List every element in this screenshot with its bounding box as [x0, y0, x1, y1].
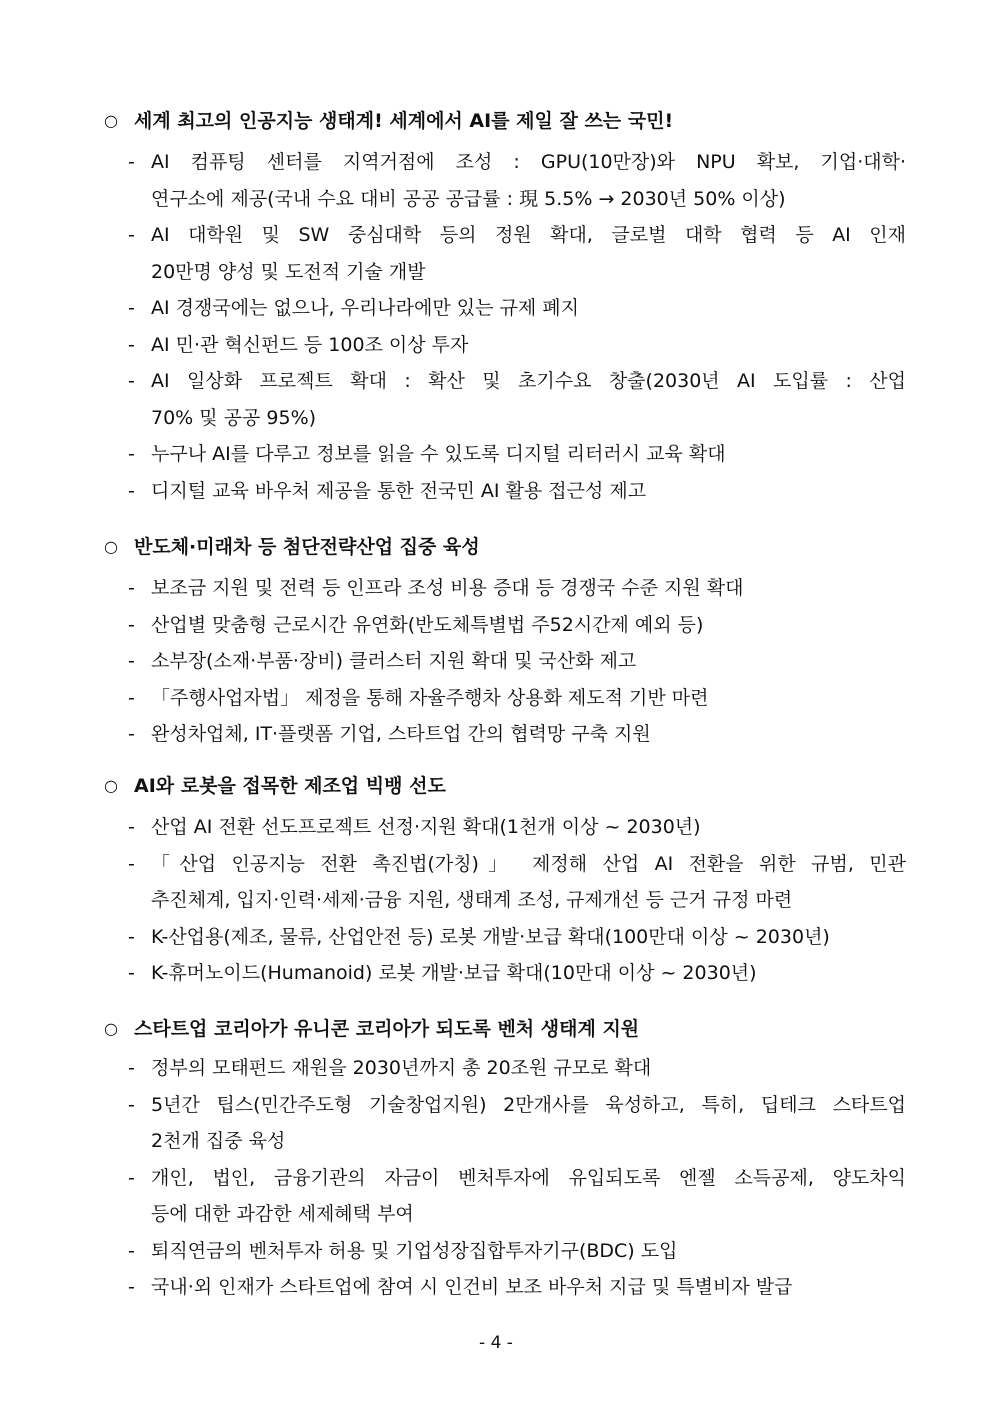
dash-bullet: -	[128, 333, 135, 356]
list-item	[0, 217, 992, 290]
text-line: AI 대학원 및 SW 중심대학 등의 정원 확대, 글로벌 대학 협력 등 AI 인재	[151, 224, 906, 246]
section-title: 반도체·미래차 등 첨단전략산업 집중 육성	[134, 536, 480, 558]
list-item-text: 정부의 모태펀드 재원을 2030년까지 총 20조원 규모로 확대	[151, 1057, 652, 1079]
list-item	[0, 436, 992, 473]
dash-bullet: -	[128, 479, 135, 502]
list-item	[0, 955, 992, 992]
section-venture-ecosystem	[0, 1014, 992, 1306]
text-line: 70% 및 공공 95%)	[151, 406, 317, 429]
circle-bullet-icon: ○	[104, 537, 118, 556]
section-title: 스타트업 코리아가 유니콘 코리아가 되도록 벤처 생태계 지원	[134, 1018, 640, 1040]
list-item	[0, 809, 992, 846]
dash-bullet: -	[128, 224, 135, 246]
list-item-text	[151, 1160, 906, 1233]
list-item	[0, 846, 992, 919]
list-item-text: 산업별 맞춤형 근로시간 유연화(반도체특별법 주52시간제 예외 등)	[151, 613, 704, 636]
list-item-text: 소부장(소재·부품·장비) 클러스터 지원 확대 및 국산화 제고	[151, 650, 637, 672]
dash-bullet: -	[128, 1166, 135, 1189]
list-item-text	[151, 144, 906, 217]
dash-bullet: -	[128, 723, 135, 745]
section-heading	[0, 1014, 992, 1044]
list-item-text: 디지털 교육 바우처 제공을 통한 전국민 AI 활용 접근성 제고	[151, 479, 647, 502]
section-title: AI와 로봇을 접목한 제조업 빅뱅 선도	[134, 775, 446, 797]
dash-bullet: -	[128, 297, 135, 319]
text-line: 추진체계, 입지·인력·세제·금융 지원, 생태계 조성, 규제개선 등 근거 규정 마련	[151, 889, 793, 911]
text-line: 5년간 팁스(민간주도형 기술창업지원) 2만개사를 육성하고, 특히, 딥테크 스타트업	[151, 1093, 906, 1116]
section-title: 세계 최고의 인공지능 생태계! 세계에서 AI를 제일 잘 쓰는 국민!	[134, 110, 674, 132]
text-line: 연구소에 제공(국내 수요 대비 공공 공급률 : 現 5.5% → 2030년 50% 이상)	[151, 187, 786, 210]
dash-bullet: -	[128, 816, 135, 838]
text-line: AI 일상화 프로젝트 확대 : 확산 및 초기수요 창출(2030년 AI 도입률 : 산업	[151, 370, 906, 392]
dash-bullet: -	[128, 925, 135, 948]
list-item	[0, 473, 992, 510]
text-line: 2천개 집중 육성	[151, 1130, 286, 1152]
list-item-text	[151, 846, 906, 919]
list-item-text: 누구나 AI를 다루고 정보를 읽을 수 있도록 디지털 리터러시 교육 확대	[151, 443, 726, 465]
list-item	[0, 1087, 992, 1160]
list-item	[0, 363, 992, 436]
dash-bullet: -	[128, 151, 135, 173]
dash-bullet: -	[128, 1057, 135, 1079]
list-item	[0, 1269, 992, 1306]
list-item-text	[151, 363, 906, 436]
list-item	[0, 716, 992, 753]
text-line: AI 컴퓨팅 센터를 지역거점에 조성 : GPU(10만장)와 NPU 확보, 기업·대학·	[151, 151, 906, 173]
list-item-text: 퇴직연금의 벤처투자 허용 및 기업성장집합투자기구(BDC) 도입	[151, 1239, 678, 1262]
list-item	[0, 290, 992, 327]
text-line: 20만명 양성 및 도전적 기술 개발	[151, 260, 426, 283]
dash-bullet: -	[128, 577, 135, 599]
dash-bullet: -	[128, 1093, 135, 1116]
list-item	[0, 919, 992, 956]
list-item	[0, 1050, 992, 1087]
text-line: 등에 대한 과감한 세제혜택 부여	[151, 1203, 414, 1225]
dash-bullet: -	[128, 650, 135, 672]
section-heading	[0, 106, 992, 136]
page-number: - 4 -	[479, 1333, 513, 1353]
section-ai-ecosystem	[0, 106, 992, 509]
list-item	[0, 570, 992, 607]
circle-bullet-icon: ○	[104, 1019, 118, 1038]
section-heading	[0, 532, 992, 562]
list-item-text: AI 민·관 혁신펀드 등 100조 이상 투자	[151, 333, 469, 356]
dash-bullet: -	[128, 852, 135, 875]
dash-bullet: -	[128, 1276, 135, 1298]
dash-bullet: -	[128, 370, 135, 392]
circle-bullet-icon: ○	[104, 776, 118, 795]
list-item-text: K-산업용(제조, 물류, 산업안전 등) 로봇 개발·보급 확대(100만대 이상 ~ 2030년)	[151, 925, 830, 948]
list-item	[0, 607, 992, 644]
list-item-text	[151, 217, 906, 290]
list-item	[0, 680, 992, 717]
section-strategic-industry	[0, 532, 992, 753]
dash-bullet: -	[128, 1239, 135, 1262]
list-item-text: K-휴머노이드(Humanoid) 로봇 개발·보급 확대(10만대 이상 ~ 2030년)	[151, 962, 757, 984]
text-line: 개인, 법인, 금융기관의 자금이 벤처투자에 유입되도록 엔젤 소득공제, 양도차익	[151, 1166, 906, 1189]
list-item-text: AI 경쟁국에는 없으나, 우리나라에만 있는 규제 폐지	[151, 297, 579, 319]
list-item-text	[151, 1087, 906, 1160]
list-item-text: 국내·외 인재가 스타트업에 참여 시 인건비 보조 바우처 지급 및 특별비자 발급	[151, 1276, 793, 1298]
list-item	[0, 643, 992, 680]
list-item	[0, 327, 992, 364]
section-manufacturing-bigbang	[0, 771, 992, 992]
list-item-text: 「주행사업자법」 제정을 통해 자율주행차 상용화 제도적 기반 마련	[151, 686, 709, 709]
dash-bullet: -	[128, 962, 135, 984]
dash-bullet: -	[128, 613, 135, 636]
list-item-text: 보조금 지원 및 전력 등 인프라 조성 비용 증대 등 경쟁국 수준 지원 확대	[151, 577, 744, 599]
circle-bullet-icon: ○	[104, 111, 118, 130]
dash-bullet: -	[128, 686, 135, 709]
list-item-text: 산업 AI 전환 선도프로젝트 선정·지원 확대(1천개 이상 ~ 2030년)	[151, 816, 701, 838]
text-line: 「산업 인공지능 전환 촉진법(가칭)」 제정해 산업 AI 전환을 위한 규범, 민관	[151, 852, 906, 875]
list-item-text: 완성차업체, IT·플랫폼 기업, 스타트업 간의 협력망 구축 지원	[151, 723, 651, 745]
list-item	[0, 1160, 992, 1233]
section-heading	[0, 771, 992, 801]
dash-bullet: -	[128, 443, 135, 465]
list-item	[0, 1233, 992, 1270]
list-item	[0, 144, 992, 217]
